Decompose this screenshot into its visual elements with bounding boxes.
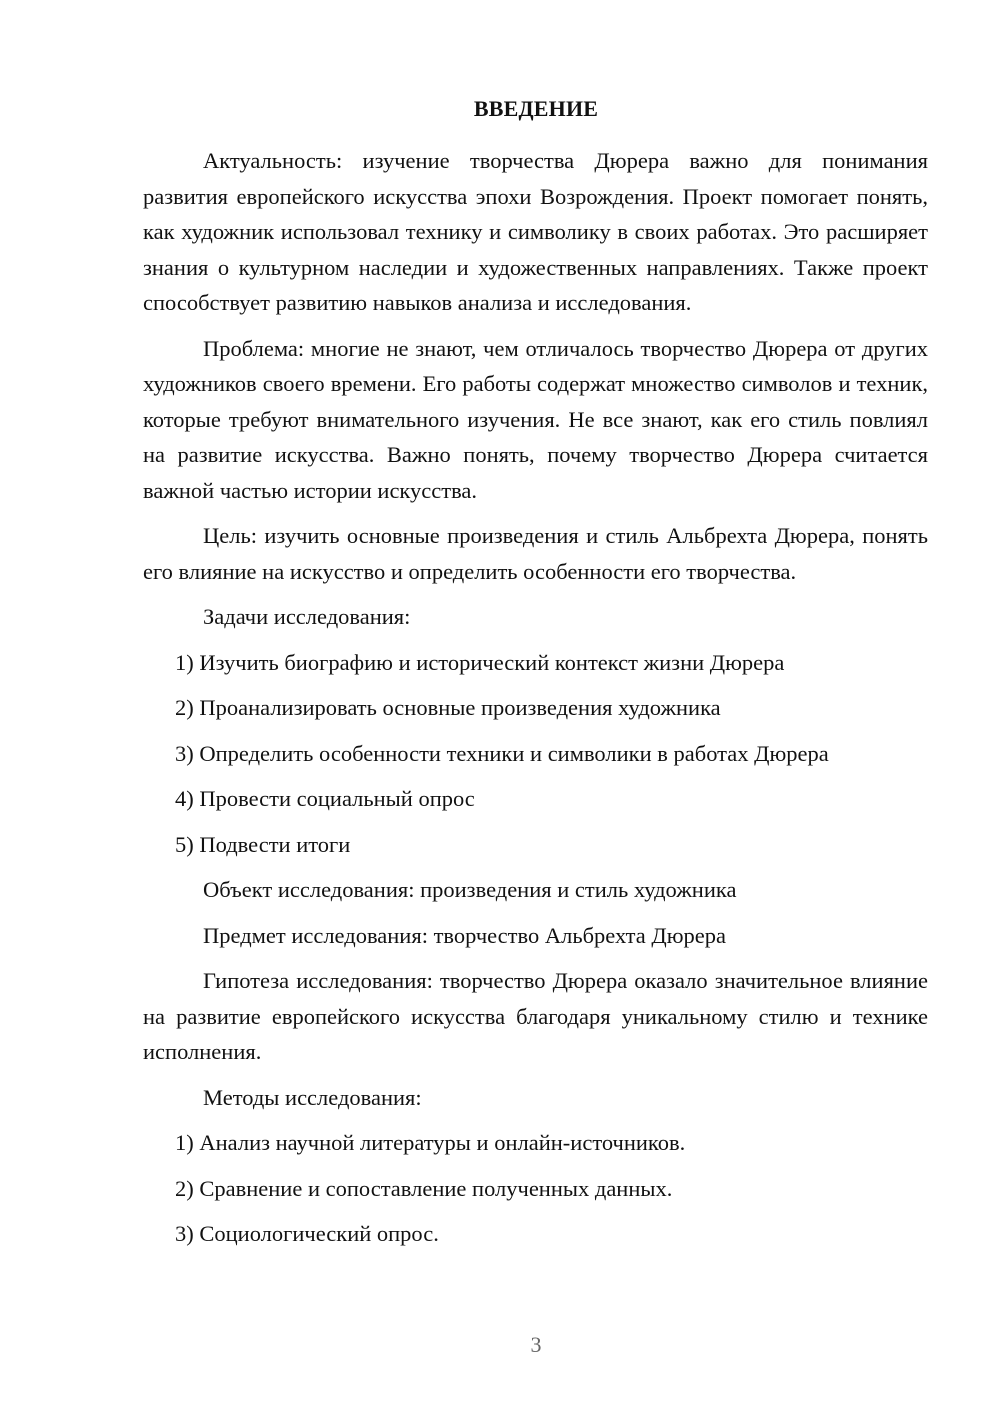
page-number: 3 xyxy=(530,1332,542,1357)
tasks-heading: Задачи исследования: xyxy=(203,604,411,629)
task-item: 3) Определить особенности техники и символики в работах Дюрера xyxy=(175,740,829,766)
relevance-paragraph: Актуальность: изучение творчества Дюрера важно для понимания развития европейского искусства эпохи Возрождения. Проект помогает понять, как художник использовал технику и символику в своих работах. Это расширяет знания о культурном наследии и художественных направлениях. Также проект способствует развитию навыков анализа и исследования. xyxy=(143,148,928,315)
task-item: 4) Провести социальный опрос xyxy=(175,786,475,811)
task-item: 5) Подвести итоги xyxy=(175,831,351,857)
method-item: 2) Сравнение и сопоставление полученных данных. xyxy=(175,1175,673,1201)
object-line: Объект исследования: произведения и стиль художника xyxy=(203,877,737,902)
method-item: 1) Анализ научной литературы и онлайн-источников. xyxy=(175,1130,686,1155)
page-title: ВВЕДЕНИЕ xyxy=(473,96,599,121)
problem-paragraph: Проблема: многие не знают, чем отличалось творчество Дюрера от других художников своего времени. Его работы содержат множество символов и техник, которые требуют внимательного изучения. Не все знают, как его стиль повлиял на развитие искусства. Важно понять, почему творчество Дюрера считается важной частью истории искусства. xyxy=(143,335,928,503)
methods-heading: Методы исследования: xyxy=(203,1084,422,1110)
method-item: 3) Социологический опрос. xyxy=(175,1221,439,1246)
subject-line: Предмет исследования: творчество Альбрехта Дюрера xyxy=(203,922,727,948)
task-item: 2) Проанализировать основные произведения художника xyxy=(175,695,721,720)
goal-paragraph: Цель: изучить основные произведения и стиль Альбрехта Дюрера, понять его влияние на искусство и определить особенности его творчества. xyxy=(143,523,928,584)
document-body xyxy=(143,143,928,1262)
hypothesis-paragraph: Гипотеза исследования: творчество Дюрера оказало значительное влияние на развитие европейского искусства благодаря уникальному стилю и технике исполнения. xyxy=(143,968,928,1064)
task-item: 1) Изучить биографию и исторический контекст жизни Дюрера xyxy=(175,649,785,675)
